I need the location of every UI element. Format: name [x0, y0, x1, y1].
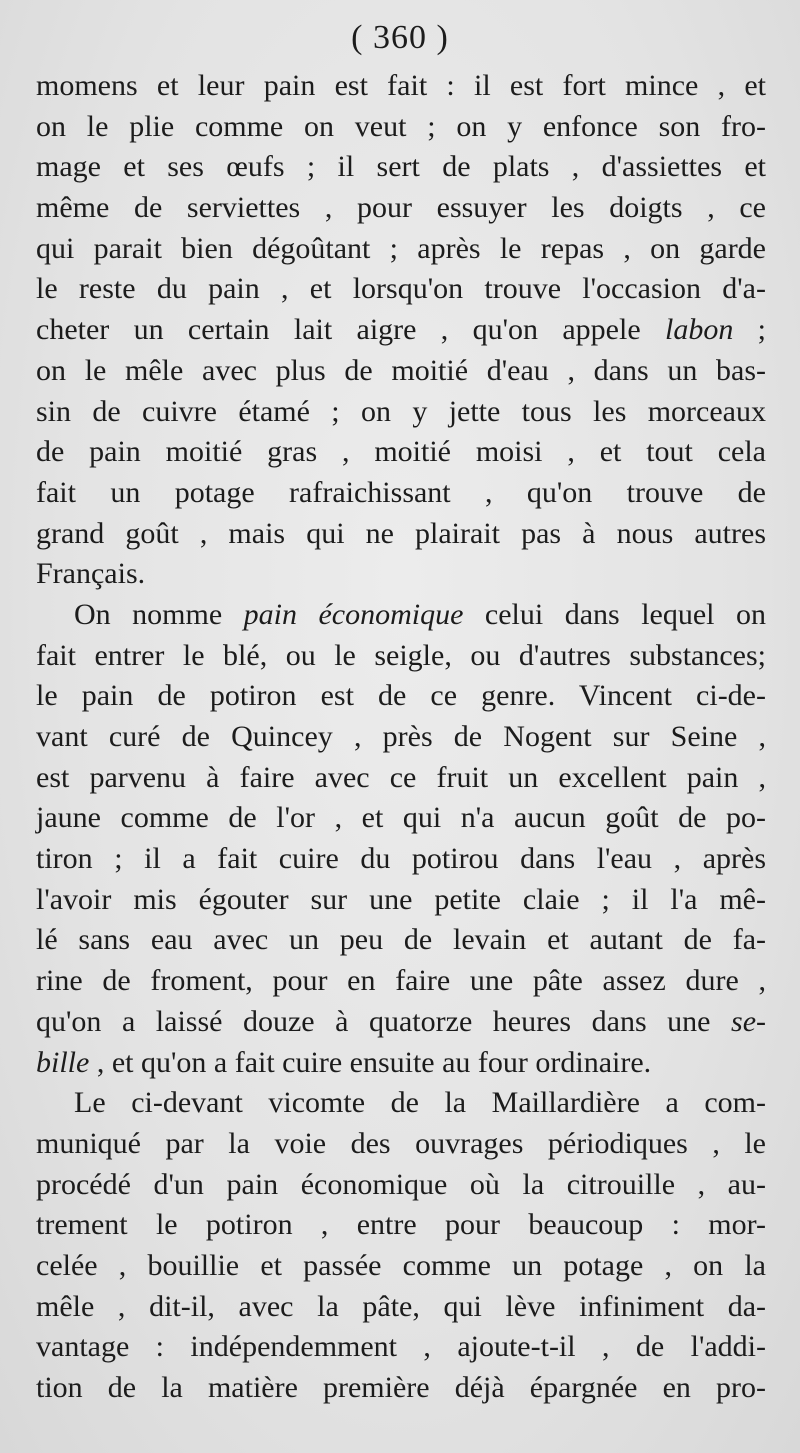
text-line: fait un potage rafraichissant , qu'on trouve de — [36, 475, 766, 509]
text-line: celée , bouillie et passée comme un potage , on la — [36, 1248, 766, 1282]
text-line: le pain de potiron est de ce genre. Vincent ci-de- — [36, 679, 766, 713]
text-line: qui parait bien dégoûtant ; après le repas , on garde — [36, 231, 766, 265]
text-line: fait entrer le blé, ou le seigle, ou d'autres substances; — [36, 638, 766, 672]
text-line: grand goût , mais qui ne plairait pas à nous autres — [36, 516, 766, 550]
text-line: l'avoir mis égouter sur une petite claie ; il l'a mê- — [36, 882, 766, 916]
page-number: ( 360 ) — [351, 19, 449, 56]
text-line: mage et ses œufs ; il sert de plats , d'assiettes et — [36, 150, 766, 184]
text-line: procédé d'un pain économique où la citrouille , au- — [36, 1167, 766, 1201]
text-line: le reste du pain , et lorsqu'on trouve l'occasion d'a- — [36, 272, 766, 306]
text-line: momens et leur pain est fait : il est fort mince , et — [36, 69, 766, 102]
text-line: bille , et qu'on a fait cuire ensuite au four ordinaire. — [36, 1045, 652, 1079]
text-line: tiron ; il a fait cuire du potirou dans l'eau , après — [36, 842, 766, 876]
text-line: tion de la matière première déjà épargnée en pro- — [36, 1371, 766, 1404]
text-line: jaune comme de l'or , et qui n'a aucun goût de po- — [36, 801, 766, 835]
text-line: trement le potiron , entre pour beaucoup : mor- — [36, 1208, 766, 1242]
text-line: de pain moitié gras , moitié moisi , et tout cela — [36, 435, 766, 469]
paragraph-start: Le ci-devant vicomte de la Maillardière a com- — [74, 1086, 766, 1120]
text-line: on le mêle avec plus de moitié d'eau , dans un bas- — [36, 353, 766, 387]
text-line: muniqué par la voie des ouvrages périodiques , le — [36, 1126, 766, 1160]
body-text — [36, 66, 766, 1409]
text-line: qu'on a laissé douze à quatorze heures dans une se- — [36, 1004, 766, 1038]
text-line: mêle , dit-il, avec la pâte, qui lève infiniment da- — [36, 1289, 766, 1323]
text-line: sin de cuivre étamé ; on y jette tous les morceaux — [36, 394, 766, 428]
text-line: rine de froment, pour en faire une pâte assez dure , — [36, 964, 766, 998]
text-line: Français. — [36, 557, 146, 591]
text-line: même de serviettes , pour essuyer les doigts , ce — [36, 191, 766, 225]
text-line: vantage : indépendemment , ajoute-t-il , de l'addi- — [36, 1330, 766, 1364]
text-line: on le plie comme on veut ; on y enfonce son fro- — [36, 109, 766, 143]
text-line: vant curé de Quincey , près de Nogent sur Seine , — [36, 720, 766, 753]
text-line: est parvenu à faire avec ce fruit un excellent pain , — [36, 760, 766, 794]
text-line: cheter un certain lait aigre , qu'on appele labon ; — [36, 313, 766, 347]
paragraph-start: On nomme pain économique celui dans lequel on — [74, 597, 766, 631]
text-line: lé sans eau avec un peu de levain et autant de fa- — [36, 923, 766, 957]
